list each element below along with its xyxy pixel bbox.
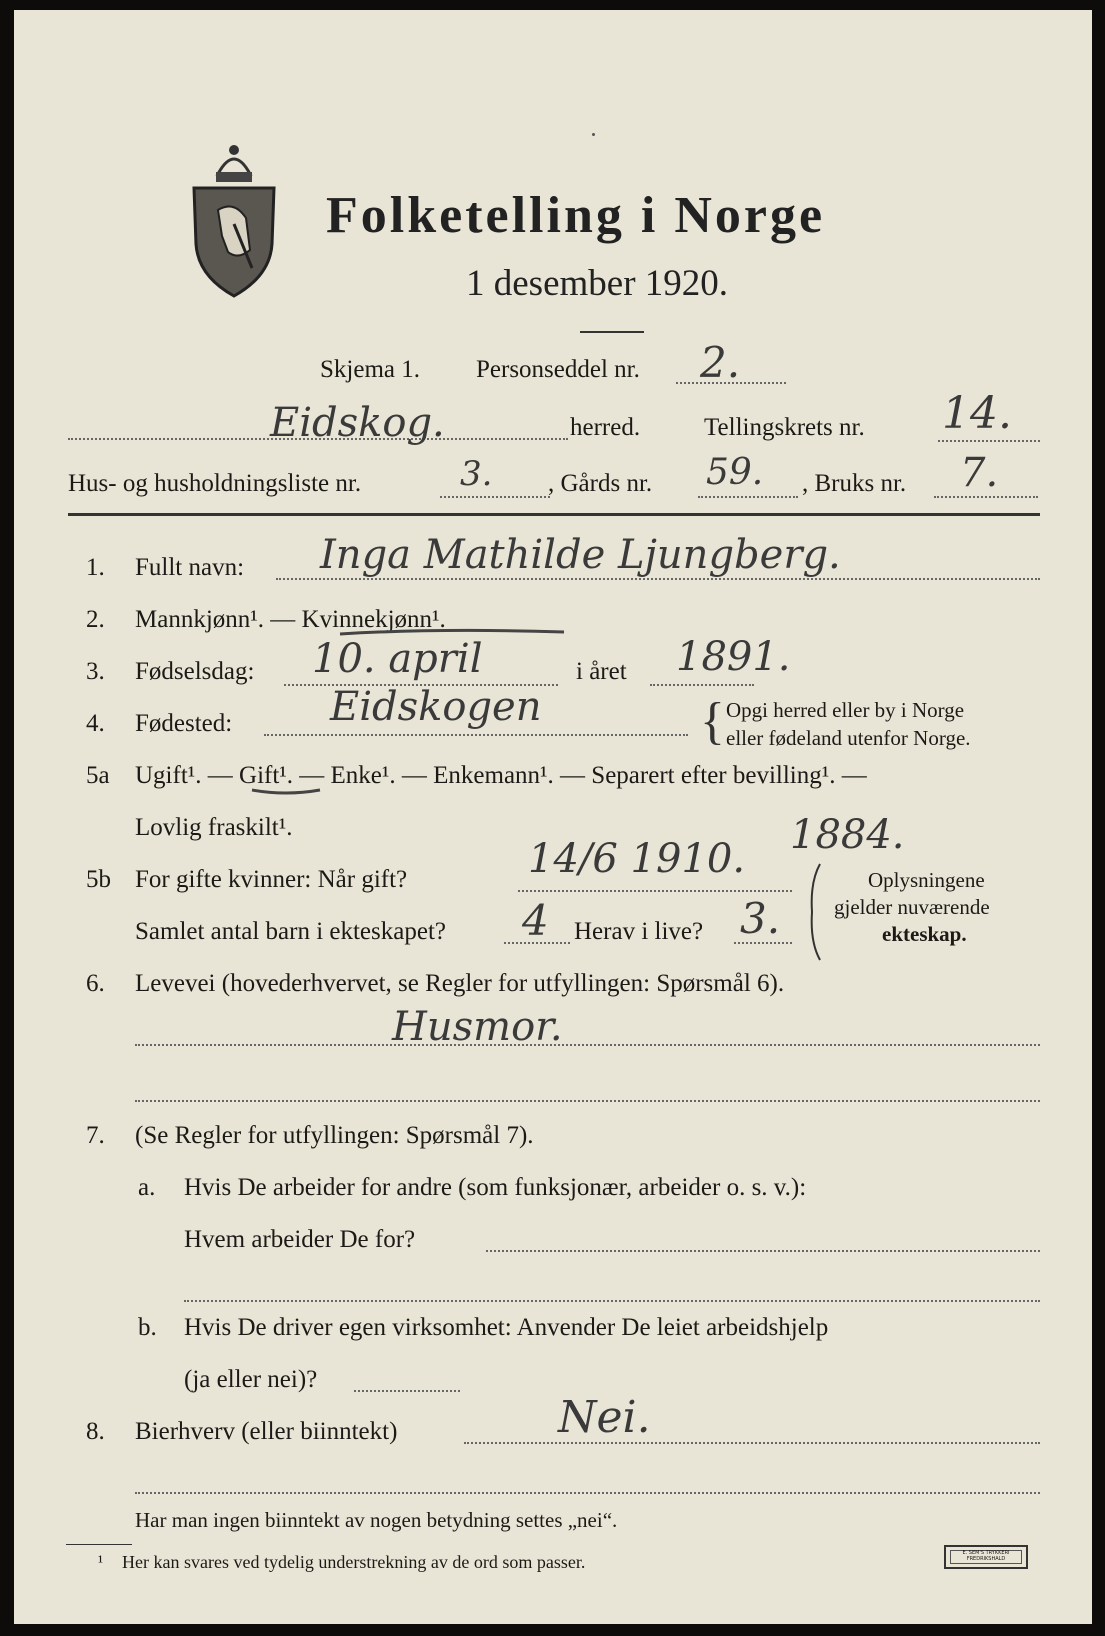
q1-number: 1. <box>86 554 105 581</box>
q7a-answer-line2 <box>184 1300 1040 1302</box>
q5b-extra-value: 1884. <box>790 812 905 858</box>
q4-note-line1: Opgi herred eller by i Norge <box>726 698 965 722</box>
footer-note: Har man ingen biinntekt av nogen betydning settes „nei“. <box>135 1508 618 1532</box>
form-date: 1 desember 1920. <box>466 263 729 304</box>
q7-label: (Se Regler for utfyllingen: Spørsmål 7). <box>135 1122 534 1149</box>
q8-line <box>464 1442 1040 1444</box>
q5b-children-value: 4 <box>522 896 549 945</box>
q1-label: Fullt navn: <box>135 554 245 581</box>
husholdningsliste-value: 3. <box>460 454 493 494</box>
q5b-note-line1: Oplysningene <box>868 868 985 892</box>
q4-number: 4. <box>86 710 105 737</box>
gards-value: 59. <box>706 452 764 493</box>
q7b-line1: Hvis De driver egen virksomhet: Anvender De leiet arbeidshjelp <box>184 1314 829 1341</box>
personseddel-label: Personseddel nr. <box>476 356 640 383</box>
q5b-alive-value: 3. <box>740 894 781 943</box>
q5b-alive-label: Herav i live? <box>574 918 704 945</box>
q5a-gift-underline <box>250 784 324 798</box>
bruks-label: , Bruks nr. <box>802 470 907 497</box>
paper-speck <box>592 133 595 136</box>
q8-number: 8. <box>86 1418 105 1445</box>
husholdningsliste-line <box>440 496 550 498</box>
q7b-letter: b. <box>138 1314 157 1341</box>
q7-number: 7. <box>86 1122 105 1149</box>
footnote-separator <box>66 1544 132 1545</box>
q5b-number: 5b <box>86 866 111 893</box>
q5a-marital-options: Ugift¹. — Gift¹. — Enke¹. — Enkemann¹. — Separert efter bevilling¹. — <box>135 762 867 789</box>
q4-line <box>264 734 688 736</box>
footnote-mark: ¹ <box>98 1552 104 1571</box>
q7a-letter: a. <box>138 1174 156 1201</box>
q2-number: 2. <box>86 606 105 633</box>
footnote-text: Her kan svares ved tydelig understrekning av de ord som passer. <box>122 1552 586 1572</box>
personseddel-value: 2. <box>700 338 741 387</box>
q4-label: Fødested: <box>135 710 233 737</box>
q5a-line2: Lovlig fraskilt¹. <box>135 814 293 841</box>
header-separator <box>68 513 1040 516</box>
q5b-children-label: Samlet antal barn i ekteskapet? <box>135 918 446 945</box>
q3-label: Fødselsdag: <box>135 658 255 685</box>
q3-year-line <box>650 684 754 686</box>
q3-number: 3. <box>86 658 105 685</box>
q7a-line1: Hvis De arbeider for andre (som funksjonær, arbeider o. s. v.): <box>184 1174 807 1201</box>
q8-label: Bierhverv (eller biinntekt) <box>135 1418 398 1445</box>
q6-label: Levevei (hovederhvervet, se Regler for utfyllingen: Spørsmål 6). <box>135 970 785 997</box>
q7a-answer-line1 <box>486 1250 1040 1252</box>
tellingskrets-line <box>938 440 1040 442</box>
q7b-line2: (ja eller nei)? <box>184 1366 318 1393</box>
q3-birth-year-value: 1891. <box>676 634 791 680</box>
herred-value: Eidskog. <box>270 400 445 446</box>
husholdningsliste-label: Hus- og husholdningsliste nr. <box>68 470 362 497</box>
q5b-note-bracket <box>806 862 826 962</box>
q5b-married-line <box>518 890 792 892</box>
q7a-line2: Hvem arbeider De for? <box>184 1226 416 1253</box>
bruks-line <box>934 496 1038 498</box>
printer-stamp-text: E. SEM'S TRYKKERI FREDRIKSHALD <box>962 1550 1010 1562</box>
q5b-note-line2: gjelder nuværende <box>834 895 990 919</box>
q5b-married-value: 14/6 1910. <box>528 836 746 882</box>
tellingskrets-value: 14. <box>942 388 1012 439</box>
q1-full-name-value: Inga Mathilde Ljungberg. <box>320 532 841 578</box>
q5a-number: 5a <box>86 762 110 789</box>
q8-side-income-value: Nei. <box>558 1392 651 1443</box>
q2-gender-options: Mannkjønn¹. — Kvinnekjønn¹. <box>135 606 446 633</box>
q3-birth-day-value: 10. april <box>312 636 483 682</box>
q5b-married-label: For gifte kvinner: Når gift? <box>135 866 408 893</box>
q4-note-brace: { <box>700 693 725 750</box>
gards-line <box>698 496 798 498</box>
bruks-value: 7. <box>960 450 999 496</box>
q6-number: 6. <box>86 970 105 997</box>
gards-label: , Gårds nr. <box>548 470 653 497</box>
q7b-answer-line <box>354 1390 460 1392</box>
q5b-note-line3: ekteskap. <box>882 922 967 946</box>
q8-line2 <box>135 1492 1040 1494</box>
q6-line1 <box>135 1044 1040 1046</box>
tellingskrets-label: Tellingskrets nr. <box>704 414 865 441</box>
q6-occupation-value: Husmor. <box>392 1004 563 1050</box>
printer-stamp <box>944 1545 1028 1569</box>
form-title: Folketelling i Norge <box>326 187 826 244</box>
q3-year-label: i året <box>576 658 627 685</box>
q4-note-line2: eller fødeland utenfor Norge. <box>726 726 971 750</box>
norwegian-coat-of-arms-emblem <box>188 140 280 300</box>
skjema-label: Skjema 1. <box>320 356 420 383</box>
q6-line2 <box>135 1100 1040 1102</box>
q4-birthplace-value: Eidskogen <box>330 684 542 730</box>
q1-line <box>276 578 1040 580</box>
title-divider <box>580 331 644 333</box>
herred-label: herred. <box>570 414 641 441</box>
